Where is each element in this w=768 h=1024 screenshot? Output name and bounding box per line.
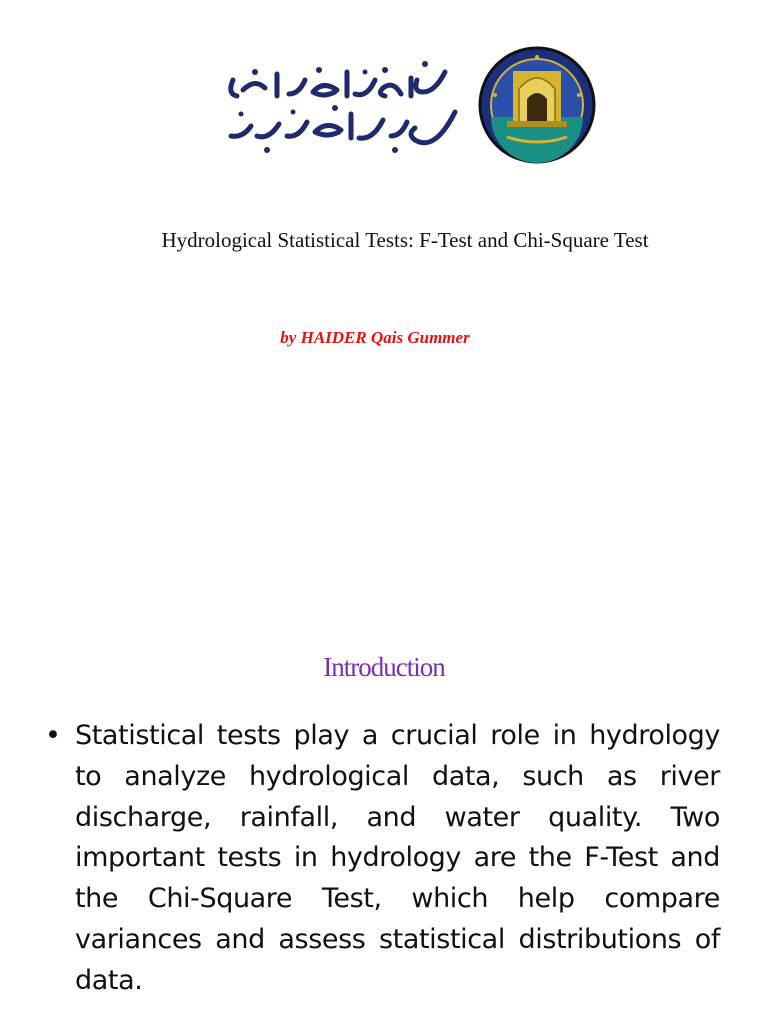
header-logos — [215, 40, 605, 170]
author-line: by HAIDER Qais Gummer — [280, 328, 470, 347]
university-seal-icon — [477, 45, 597, 165]
introduction-bullet-list — [40, 716, 720, 1002]
seal-graphic — [477, 45, 597, 165]
university-calligraphy-logo — [215, 50, 465, 160]
calligraphy-graphic — [215, 50, 465, 160]
bullet-text: Statistical tests play a crucial role in hydrology to analyze hydrological data, such as river discharge, rainfall, and water quality. Two important tests in hydrology are the F-Test and the Chi-Square Test, which help compare variances and assess statistical distributions of data. — [75, 720, 720, 996]
list-item — [40, 716, 720, 1002]
bullet-icon: • — [45, 720, 61, 751]
section-heading-introduction: Introduction — [323, 652, 445, 682]
document-title: Hydrological Statistical Tests: F-Test and Chi-Square Test — [161, 228, 649, 252]
